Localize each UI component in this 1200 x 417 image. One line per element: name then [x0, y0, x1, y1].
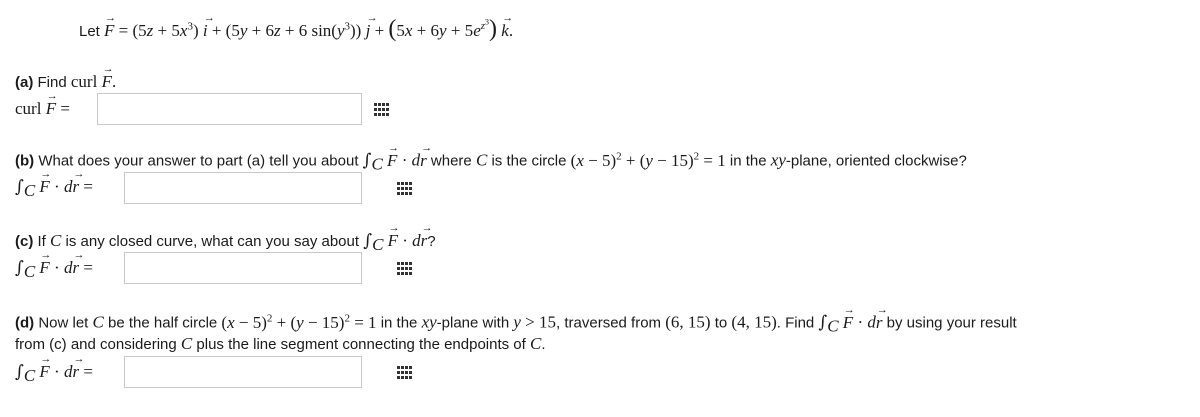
vector-f: → F: [104, 21, 114, 41]
matrix-input-icon[interactable]: [397, 182, 412, 196]
curl-answer-input[interactable]: [97, 93, 362, 125]
part-a-tag: (a): [15, 74, 34, 91]
vector-k: → k: [501, 21, 509, 41]
vector-j: → j: [366, 21, 371, 41]
redacted-region: [8, 12, 88, 42]
matrix-input-icon[interactable]: [374, 103, 389, 117]
part-a-prompt: (a) Find curl → F.: [15, 72, 116, 92]
part-b-tag: (b): [15, 152, 35, 170]
part-d-prompt-line1: (d) Now let C be the half circle $(x - 5)^2 + (y - 15)^2 = 1$ in the xy-plane with y > 15, traversed from (6, 15) to (4, 15). Find $\int_C \to F \cdot d\to r$ by using your result: [15, 312, 1017, 337]
part-c-prompt: (c) If C is any closed curve, what can you say about $\int_C \to F \cdot d\to r$?: [15, 231, 436, 255]
part-a-label: curl → F =: [15, 99, 70, 119]
circle-integral-input[interactable]: [124, 172, 362, 204]
field-definition: Let → $F = (5z + 5x^3) \to i + (5y + 6z + 6$ $\sin(y^3)) \to j + (5x + 6y + 5e^{z^3}) \to k$.: [79, 16, 513, 43]
let-word: Let: [79, 23, 100, 40]
closed-curve-integral-input[interactable]: [124, 252, 362, 284]
part-c-label: $\int_C \to F \cdot d\to r$ =: [15, 258, 93, 282]
part-d-prompt-line2: from (c) and considering C plus the line segment connecting the endpoints of C.: [15, 334, 546, 353]
part-d-label: $\int_C \to F \cdot d\to r$ =: [15, 362, 93, 386]
half-circle-integral-input[interactable]: [124, 356, 362, 388]
matrix-input-icon[interactable]: [397, 262, 412, 276]
matrix-input-icon[interactable]: [397, 366, 412, 380]
part-b-label: $\int_C \to F \cdot d\to r$ =: [15, 177, 93, 201]
part-d-tag: (d): [15, 314, 35, 332]
part-b-prompt: (b) What does your answer to part (a) tell you about $\int_C \to F \cdot d\to r$ where C is the circle $(x - 5)^2 + (y - 15)^2 = 1$ in the xy-plane, oriented clockwise?: [15, 150, 967, 175]
vector-i: → i: [203, 21, 208, 41]
part-c-tag: (c): [15, 233, 34, 250]
